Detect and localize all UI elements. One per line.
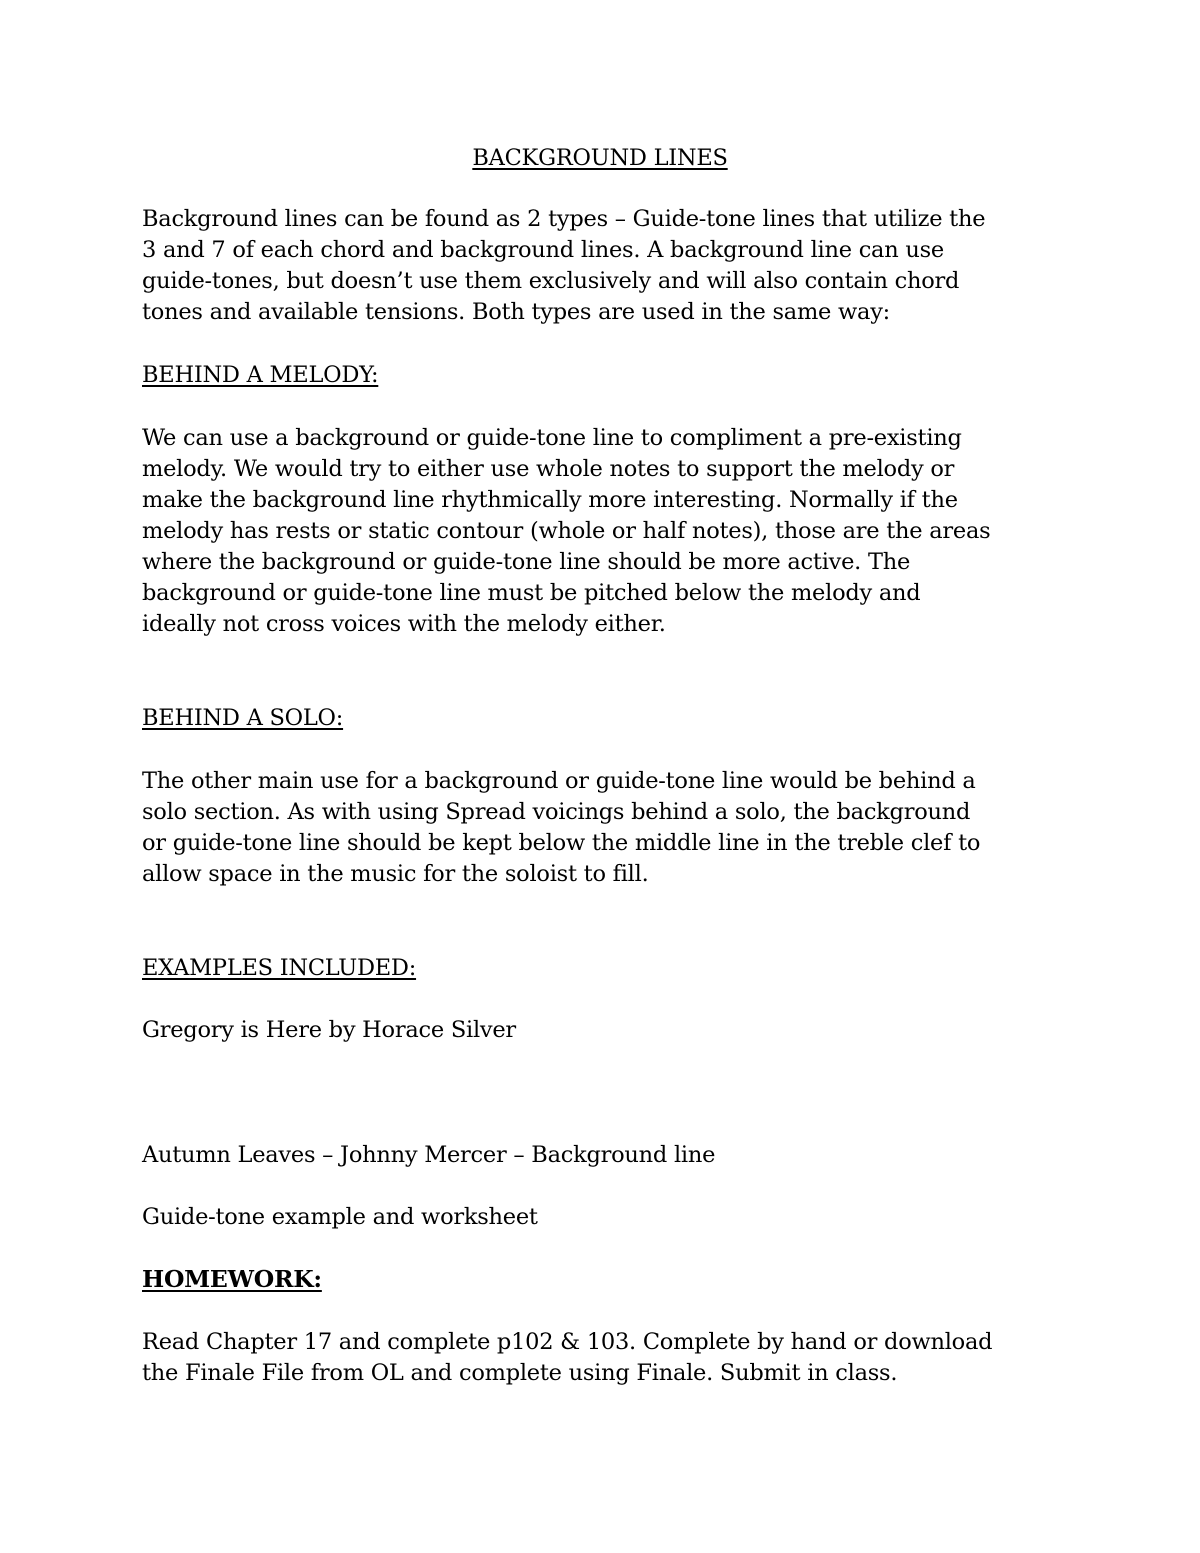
homework-heading: HOMEWORK: [142, 1265, 322, 1293]
page-title: BACKGROUND LINES [472, 145, 728, 171]
solo-line: solo section. As with using Spread voicings behind a solo, the background [142, 799, 971, 825]
example-item: Guide-tone example and worksheet [142, 1204, 538, 1230]
intro-line: tones and available tensions. Both types are used in the same way: [142, 299, 890, 325]
solo-line: The other main use for a background or guide-tone line would be behind a [142, 768, 976, 794]
melody-line: where the background or guide-tone line should be more active. The [142, 549, 911, 575]
intro-line: guide-tones, but doesn’t use them exclusively and will also contain chord [142, 268, 960, 294]
melody-line: melody. We would try to either use whole notes to support the melody or [142, 456, 955, 482]
intro-line: 3 and 7 of each chord and background lines. A background line can use [142, 237, 944, 263]
example-item: Autumn Leaves – Johnny Mercer – Background line [142, 1142, 716, 1168]
melody-line: melody has rests or static contour (whole or half notes), those are the areas [142, 518, 991, 544]
homework-line: the Finale File from OL and complete using Finale. Submit in class. [142, 1360, 898, 1386]
homework-line: Read Chapter 17 and complete p102 & 103. Complete by hand or download [142, 1329, 993, 1355]
intro-line: Background lines can be found as 2 types – Guide-tone lines that utilize the [142, 206, 986, 232]
solo-line: allow space in the music for the soloist to fill. [142, 861, 649, 887]
solo-heading: BEHIND A SOLO: [142, 705, 344, 731]
solo-line: or guide-tone line should be kept below the middle line in the treble clef to [142, 830, 981, 856]
melody-line: We can use a background or guide-tone line to compliment a pre-existing [142, 425, 962, 451]
melody-heading: BEHIND A MELODY: [142, 362, 379, 388]
melody-line: make the background line rhythmically more interesting. Normally if the [142, 487, 958, 513]
melody-line: ideally not cross voices with the melody either. [142, 611, 666, 637]
examples-heading: EXAMPLES INCLUDED: [142, 955, 417, 981]
example-item: Gregory is Here by Horace Silver [142, 1017, 516, 1043]
melody-line: background or guide-tone line must be pitched below the melody and [142, 580, 921, 606]
